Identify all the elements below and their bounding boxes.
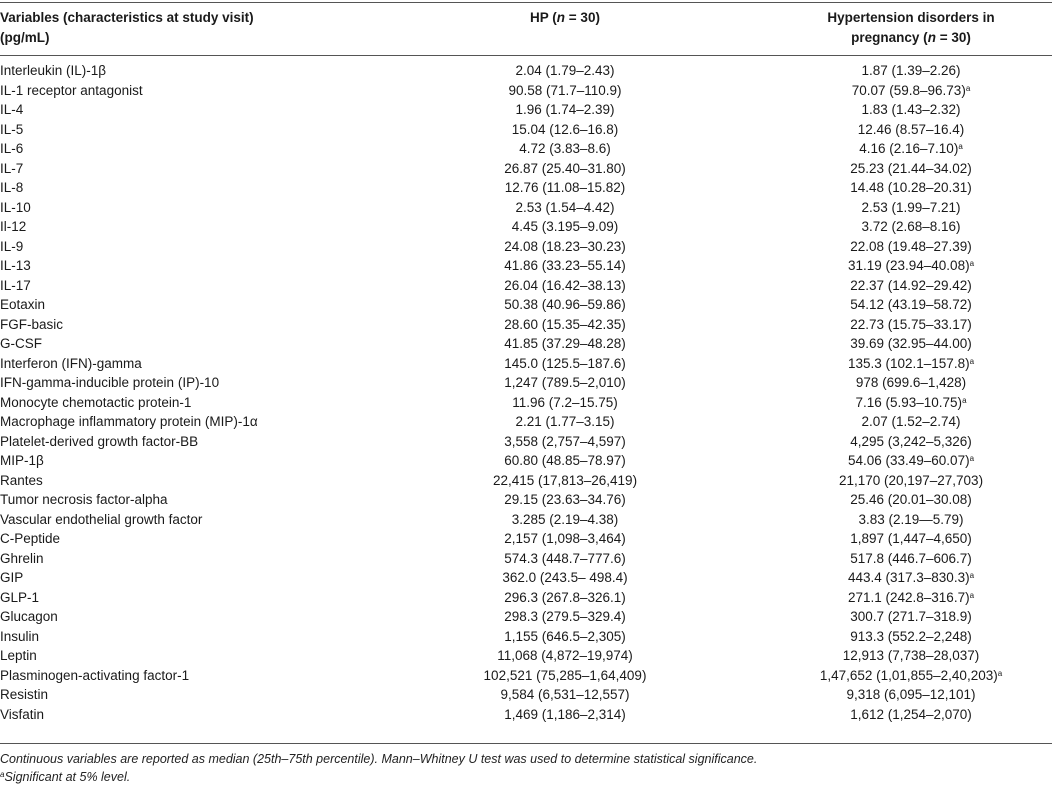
cell-hdp	[770, 159, 1052, 179]
cell-hp: 1.96 (1.74–2.39)	[515, 102, 615, 117]
cell-hdp-value: 1,612 (1,254–2,070)	[850, 706, 972, 722]
cell-hdp	[770, 607, 1052, 627]
table-header	[0, 8, 1052, 52]
cell-hp: 3,558 (2,757–4,597)	[504, 433, 626, 449]
cell-variable: Vascular endothelial growth factor	[0, 511, 203, 527]
cell-hp: 145.0 (125.5–187.6)	[504, 355, 626, 371]
cell-variable: Tumor necrosis factor-alpha	[0, 492, 168, 507]
cell-variable: Monocyte chemotactic protein-1	[0, 394, 192, 410]
table-row	[0, 471, 1052, 491]
cell-hp: 26.04 (16.42–38.13)	[504, 277, 626, 293]
cell-hdp	[770, 666, 1052, 686]
table-row	[0, 666, 1052, 686]
cell-hdp	[770, 471, 1052, 491]
cell-hp: 4.72 (3.83–8.6)	[519, 141, 611, 156]
cell-hdp-value: 7.16 (5.93–10.75)	[855, 394, 963, 410]
cell-hdp	[770, 627, 1052, 647]
cell-hdp	[770, 256, 1052, 276]
footnote-significance-text: Significant at 5% level.	[4, 770, 131, 784]
cell-variable: IL-17	[0, 277, 31, 293]
cell-hdp	[770, 588, 1052, 608]
cell-hp: 2.21 (1.77–3.15)	[515, 414, 615, 429]
cell-hp: 1,469 (1,186–2,314)	[504, 706, 626, 722]
significance-marker: a	[958, 142, 963, 151]
table-row	[0, 178, 1052, 198]
footnote-significance	[0, 770, 130, 784]
cell-hp: 11,068 (4,872–19,974)	[497, 648, 633, 663]
cell-hdp	[770, 373, 1052, 393]
cell-hp: 28.60 (15.35–42.35)	[504, 316, 626, 332]
cell-variable: IL-5	[0, 121, 24, 137]
cell-hp: 3.285 (2.19–4.38)	[511, 511, 619, 527]
footnote-marker: a	[0, 770, 5, 779]
cell-hdp-value: 1.87 (1.39–2.26)	[861, 63, 961, 78]
table-row	[0, 217, 1052, 237]
cell-hdp-value: 12,913 (7,738–28,037)	[842, 648, 980, 663]
cell-hdp	[770, 100, 1052, 120]
cell-variable: FGF-basic	[0, 316, 64, 332]
cell-hdp	[770, 81, 1052, 101]
cell-hp: 2.04 (1.79–2.43)	[515, 63, 615, 78]
cell-hp: 90.58 (71.7–110.9)	[508, 82, 622, 98]
table-row	[0, 139, 1052, 159]
table-row	[0, 432, 1052, 452]
cell-variable: Plasminogen-activating factor-1	[0, 667, 190, 683]
cell-hp: 102,521 (75,285–1,64,409)	[483, 667, 647, 683]
cell-variable: IFN-gamma-inducible protein (IP)-10	[0, 375, 220, 390]
cell-hdp	[770, 685, 1052, 705]
cell-hdp	[770, 354, 1052, 374]
cell-hdp	[770, 705, 1052, 725]
cell-hp: 50.38 (40.96–59.86)	[504, 297, 626, 312]
cell-hp: 41.85 (37.29–48.28)	[504, 336, 626, 351]
cell-hp: 4.45 (3.195–9.09)	[511, 219, 619, 234]
table-row	[0, 120, 1052, 140]
cell-hdp-value: 300.7 (271.7–318.9)	[850, 609, 972, 624]
table-row	[0, 607, 1052, 627]
table-row	[0, 100, 1052, 120]
significance-marker: a	[997, 668, 1003, 678]
cell-hp: 1,155 (646.5–2,305)	[504, 628, 626, 644]
cell-hdp	[770, 120, 1052, 140]
significance-marker: a	[969, 454, 975, 463]
header-variables: Variables (characteristics at study visit) (pg/mL)	[0, 10, 254, 45]
table-row	[0, 490, 1052, 510]
cell-variable: IL-7	[0, 160, 24, 176]
cell-hp: 1,247 (789.5–2,010)	[504, 375, 626, 390]
table-row	[0, 256, 1052, 276]
table-row	[0, 685, 1052, 705]
cell-hdp-value: 25.46 (20.01–30.08)	[850, 492, 972, 507]
cell-variable: Resistin	[0, 687, 49, 702]
cell-variable: IL-10	[0, 199, 31, 215]
cell-hdp	[770, 529, 1052, 549]
cell-variable: G-CSF	[0, 336, 42, 351]
cell-variable: IL-6	[0, 141, 24, 156]
table-row	[0, 510, 1052, 530]
cell-hdp-value: 14.48 (10.28–20.31)	[850, 180, 972, 195]
cell-variable: Insulin	[0, 628, 40, 644]
cell-hdp	[770, 139, 1052, 159]
significance-marker: a	[962, 395, 967, 405]
table-row	[0, 529, 1052, 549]
cell-variable: Interleukin (IL)-1β	[0, 63, 107, 78]
table-row	[0, 451, 1052, 471]
cell-hdp	[770, 432, 1052, 452]
cell-hdp-value: 54.12 (43.19–58.72)	[850, 297, 972, 312]
table-row	[0, 588, 1052, 608]
significance-marker: a	[969, 259, 975, 268]
cell-variable: C-Peptide	[0, 531, 61, 546]
cell-hdp	[770, 61, 1052, 81]
cell-variable: Macrophage inflammatory protein (MIP)-1α	[0, 414, 258, 429]
cell-hp: 9,584 (6,531–12,557)	[500, 687, 630, 702]
table-body	[0, 61, 1052, 724]
cell-hp: 574.3 (448.7–777.6)	[504, 550, 626, 566]
table-row	[0, 198, 1052, 218]
cell-hdp-value: 978 (699.6–1,428)	[855, 375, 967, 390]
cell-hdp	[770, 510, 1052, 530]
cell-hdp-value: 2.53 (1.99–7.21)	[861, 199, 961, 215]
cell-hdp-value: 54.06 (33.49–60.07)	[847, 453, 970, 468]
cell-variable: IL-1 receptor antagonist	[0, 82, 143, 98]
table-row	[0, 315, 1052, 335]
cell-hdp-value: 3.83 (2.19—5.79)	[858, 511, 964, 527]
cell-hp: 26.87 (25.40–31.80)	[504, 160, 626, 176]
cell-variable: Leptin	[0, 648, 37, 663]
table-row	[0, 61, 1052, 81]
cell-hdp-value: 21,170 (20,197–27,703)	[838, 472, 984, 488]
cell-hdp	[770, 490, 1052, 510]
table-row	[0, 373, 1052, 393]
cell-hp: 41.86 (33.23–55.14)	[504, 258, 626, 273]
cell-hp: 298.3 (279.5–329.4)	[504, 609, 626, 624]
cell-hp: 362.0 (243.5– 498.4)	[502, 570, 628, 585]
cell-hdp-value: 271.1 (242.8–316.7)	[847, 589, 970, 605]
cell-hdp-value: 31.19 (23.94–40.08)	[847, 258, 970, 273]
cell-variable: Eotaxin	[0, 297, 46, 312]
significance-marker: a	[969, 590, 975, 600]
cell-hdp-value: 4,295 (3,242–5,326)	[850, 433, 972, 449]
cell-variable: GIP	[0, 570, 24, 585]
table-row	[0, 705, 1052, 725]
cell-hdp-value: 12.46 (8.57–16.4)	[857, 121, 965, 137]
cell-hdp	[770, 451, 1052, 471]
header-hdp: Hypertension disorders in pregnancy (n = 30)	[827, 10, 995, 45]
cell-variable: Platelet-derived growth factor-BB	[0, 433, 199, 449]
cell-hdp-value: 2.07 (1.52–2.74)	[861, 414, 961, 429]
table-row	[0, 354, 1052, 374]
cell-hp: 11.96 (7.2–15.75)	[512, 394, 618, 410]
cell-hdp	[770, 393, 1052, 413]
header-rule	[0, 55, 1052, 56]
table-row	[0, 412, 1052, 432]
cell-hdp	[770, 334, 1052, 354]
cell-variable: IL-8	[0, 180, 24, 195]
cell-variable: IL-13	[0, 258, 31, 273]
table-row	[0, 646, 1052, 666]
table-row	[0, 568, 1052, 588]
significance-marker: a	[965, 83, 971, 93]
cell-hdp	[770, 315, 1052, 335]
cell-hdp-value: 39.69 (32.95–44.00)	[850, 336, 972, 351]
cell-variable: IL-4	[0, 102, 24, 117]
cell-hdp-value: 4.16 (2.16–7.10)	[859, 141, 959, 156]
cell-hdp-value: 25.23 (21.44–34.02)	[850, 160, 972, 176]
cell-hp: 2.53 (1.54–4.42)	[515, 199, 615, 215]
significance-marker: a	[969, 356, 975, 366]
cell-variable: Ghrelin	[0, 550, 44, 566]
cell-variable: Glucagon	[0, 609, 58, 624]
cell-hdp	[770, 217, 1052, 237]
cell-hdp	[770, 549, 1052, 569]
cell-hp: 12.76 (11.08–15.82)	[504, 180, 626, 195]
cell-hdp-value: 517.8 (446.7–606.7)	[850, 550, 972, 566]
table-row	[0, 276, 1052, 296]
cell-hdp	[770, 412, 1052, 432]
cell-hdp-value: 22.08 (19.48–27.39)	[850, 238, 972, 254]
table-row	[0, 159, 1052, 179]
significance-marker: a	[969, 571, 975, 580]
cell-hdp-value: 3.72 (2.68–8.16)	[861, 219, 961, 234]
cell-variable: GLP-1	[0, 589, 40, 605]
cell-hdp-value: 1,47,652 (1,01,855–2,40,203)	[819, 667, 998, 683]
table-row	[0, 81, 1052, 101]
cell-hp: 296.3 (267.8–326.1)	[504, 589, 626, 605]
cell-hp: 24.08 (18.23–30.23)	[504, 238, 626, 254]
cell-hp: 29.15 (23.63–34.76)	[504, 492, 626, 507]
cell-hp: 22,415 (17,813–26,419)	[492, 472, 638, 488]
cell-hdp-value: 913.3 (552.2–2,248)	[850, 628, 972, 644]
table-row	[0, 237, 1052, 257]
cell-hdp	[770, 568, 1052, 588]
cell-hdp-value: 1,897 (1,447–4,650)	[850, 531, 972, 546]
cell-hdp-value: 22.73 (15.75–33.17)	[850, 316, 972, 332]
cell-hdp-value: 1.83 (1.43–2.32)	[861, 102, 961, 117]
table-row	[0, 334, 1052, 354]
table-bottom-rule	[0, 743, 1052, 744]
cell-hdp	[770, 646, 1052, 666]
header-hp: HP (n = 30)	[530, 10, 600, 25]
cell-hp: 2,157 (1,098–3,464)	[504, 531, 626, 546]
cell-variable: Rantes	[0, 472, 43, 488]
cell-variable: MIP-1β	[0, 453, 44, 468]
cell-variable: IL-9	[0, 238, 24, 254]
cell-hdp-value: 443.4 (317.3–830.3)	[847, 570, 970, 585]
table-top-rule	[0, 2, 1052, 3]
table-row	[0, 295, 1052, 315]
cell-hp: 60.80 (48.85–78.97)	[504, 453, 626, 468]
cell-hdp-value: 135.3 (102.1–157.8)	[847, 355, 970, 371]
cell-hdp	[770, 295, 1052, 315]
cell-hdp-value: 70.07 (59.8–96.73)	[851, 82, 966, 98]
cell-hp: 15.04 (12.6–16.8)	[511, 121, 619, 137]
cell-hdp-value: 22.37 (14.92–29.42)	[850, 277, 972, 293]
cell-hdp	[770, 198, 1052, 218]
cell-hdp	[770, 276, 1052, 296]
table-row	[0, 627, 1052, 647]
cell-variable: Il-12	[0, 219, 27, 234]
cell-hdp	[770, 178, 1052, 198]
table-row	[0, 393, 1052, 413]
cell-variable: Visfatin	[0, 706, 45, 722]
table-row	[0, 549, 1052, 569]
cell-hdp	[770, 237, 1052, 257]
cell-variable: Interferon (IFN)-gamma	[0, 355, 142, 371]
footnote-method: Continuous variables are reported as median (25th–75th percentile). Mann–Whitney U test was used to determine statistical significance.	[0, 752, 758, 766]
cell-hdp-value: 9,318 (6,095–12,101)	[846, 687, 976, 702]
